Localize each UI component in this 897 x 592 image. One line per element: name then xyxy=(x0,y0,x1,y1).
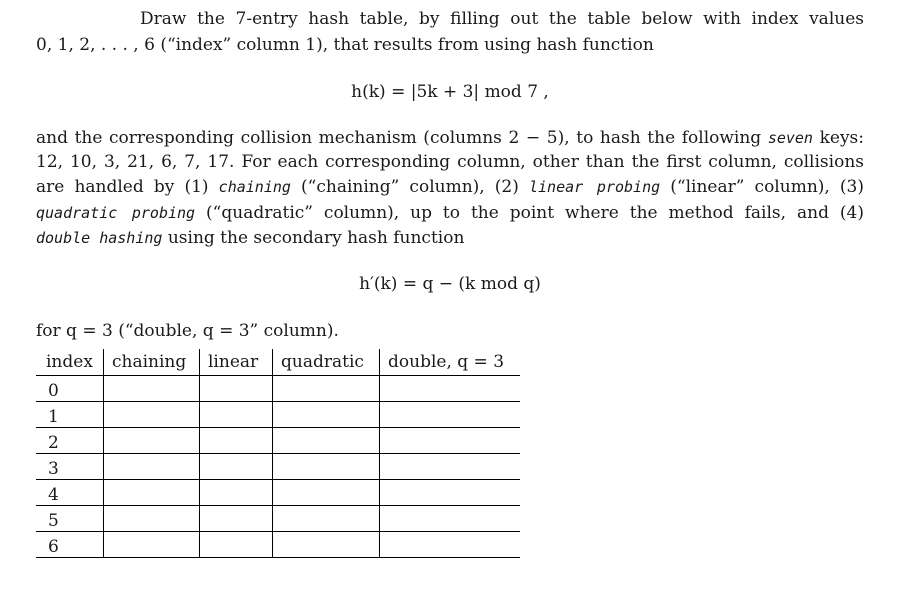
table-header-row xyxy=(36,349,520,376)
quadratic-cell[interactable] xyxy=(273,480,380,506)
quadratic-cell[interactable] xyxy=(273,532,380,558)
index-cell: 1 xyxy=(36,402,104,428)
linear-cell[interactable] xyxy=(200,454,273,480)
para-emphasis: linear probing xyxy=(529,178,661,196)
chaining-cell[interactable] xyxy=(104,454,200,480)
table-row xyxy=(36,376,520,402)
chaining-cell[interactable] xyxy=(104,532,200,558)
para-text: keys: xyxy=(812,128,864,148)
intro-line-1: Draw the 7-entry hash table, by filling out the table below with index values xyxy=(140,9,864,29)
para-emphasis: double hashing xyxy=(36,229,163,247)
linear-cell[interactable] xyxy=(200,376,273,402)
table-row xyxy=(36,428,520,454)
quadratic-cell[interactable] xyxy=(273,376,380,402)
quadratic-cell[interactable] xyxy=(273,428,380,454)
para-text: and the corresponding collision mechanism (columns 2 − 5), to hash the following xyxy=(36,128,768,148)
double-cell[interactable] xyxy=(380,532,521,558)
para-emphasis: chaining xyxy=(218,178,291,196)
table-row xyxy=(36,506,520,532)
para-text: (“chaining” column), (2) xyxy=(290,177,529,197)
chaining-cell[interactable] xyxy=(104,376,200,402)
linear-cell[interactable] xyxy=(200,480,273,506)
secondary-hash-formula: h′(k) = q − (k mod q) xyxy=(359,274,541,294)
table-row xyxy=(36,402,520,428)
hash-table xyxy=(36,349,520,558)
index-cell: 6 xyxy=(36,532,104,558)
linear-cell[interactable] xyxy=(200,532,273,558)
double-cell[interactable] xyxy=(380,428,521,454)
quadratic-cell[interactable] xyxy=(273,402,380,428)
table-row xyxy=(36,480,520,506)
header-quadratic: quadratic xyxy=(273,349,380,376)
para-text: are handled by (1) xyxy=(36,177,219,197)
for-q-line: for q = 3 (“double, q = 3” column). xyxy=(36,321,339,341)
intro-line-2: 0, 1, 2, . . . , 6 (“index” column 1), that results from using hash function xyxy=(36,35,654,55)
double-cell[interactable] xyxy=(380,402,521,428)
index-cell: 2 xyxy=(36,428,104,454)
index-cell: 5 xyxy=(36,506,104,532)
double-cell[interactable] xyxy=(380,376,521,402)
chaining-cell[interactable] xyxy=(104,428,200,454)
para-line-1 xyxy=(36,127,864,149)
linear-cell[interactable] xyxy=(200,428,273,454)
para-line-5 xyxy=(36,227,864,249)
double-cell[interactable] xyxy=(380,480,521,506)
para-line-3 xyxy=(36,176,864,198)
index-cell: 0 xyxy=(36,376,104,402)
para-emphasis: quadratic probing xyxy=(36,204,196,222)
table-row xyxy=(36,532,520,558)
double-cell[interactable] xyxy=(380,454,521,480)
index-cell: 4 xyxy=(36,480,104,506)
quadratic-cell[interactable] xyxy=(273,454,380,480)
chaining-cell[interactable] xyxy=(104,506,200,532)
hash-function-formula: h(k) = |5k + 3| mod 7 , xyxy=(351,82,549,102)
header-double: double, q = 3 xyxy=(380,349,521,376)
header-linear: linear xyxy=(200,349,273,376)
linear-cell[interactable] xyxy=(200,506,273,532)
linear-cell[interactable] xyxy=(200,402,273,428)
para-emphasis: seven xyxy=(767,129,813,147)
para-line-2: 12, 10, 3, 21, 6, 7, 17. For each corresponding column, other than the first column, collisions xyxy=(36,152,864,172)
quadratic-cell[interactable] xyxy=(273,506,380,532)
index-cell: 3 xyxy=(36,454,104,480)
chaining-cell[interactable] xyxy=(104,480,200,506)
para-text: (“quadratic” column), up to the point where the method fails, and (4) xyxy=(195,203,864,223)
chaining-cell[interactable] xyxy=(104,402,200,428)
double-cell[interactable] xyxy=(380,506,521,532)
header-chaining: chaining xyxy=(104,349,200,376)
para-text: (“linear” column), (3) xyxy=(660,177,864,197)
para-line-4 xyxy=(36,202,864,224)
table-row xyxy=(36,454,520,480)
header-index: index xyxy=(36,349,104,376)
para-text: using the secondary hash function xyxy=(162,228,465,248)
